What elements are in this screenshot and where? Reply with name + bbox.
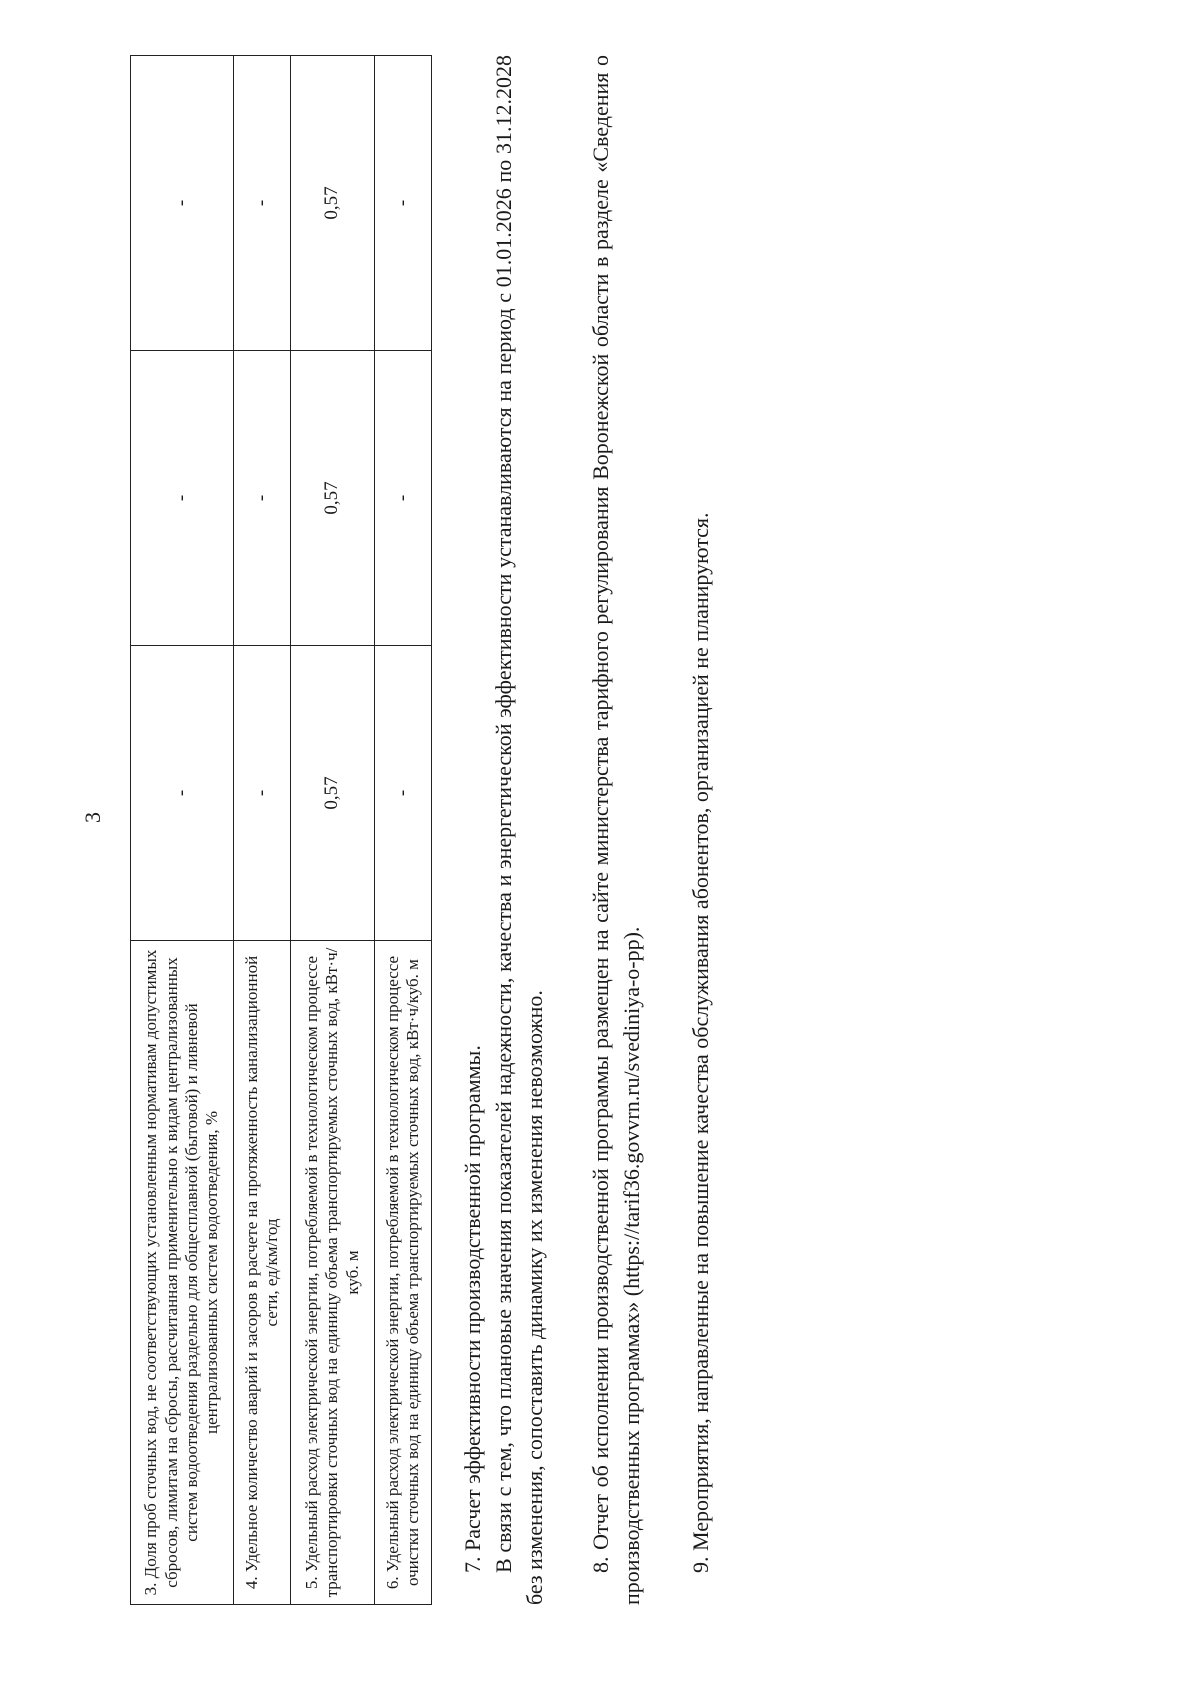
section-9-body: 9. Мероприятия, направленные на повышение качества обслуживания абонентов, организацией не планируются. [688,512,713,1573]
page-number: 3 [80,812,105,823]
indicator-value: - [375,646,432,941]
table-row [234,56,291,1605]
indicator-value: - [234,351,291,646]
indicator-value: - [234,56,291,351]
section-7-title: 7. Расчет эффективности производственной программы. [460,1045,485,1573]
rotated-page [80,45,890,1605]
indicator-value: - [234,646,291,941]
indicator-value: - [131,56,234,351]
indicator-value: 0,57 [291,351,375,646]
indicator-value: 0,57 [291,646,375,941]
indicator-description: 6. Удельный расход электрической энергии, потребляемой в технологическом процессе очистки сточных вод на единицу объема транспортируемых сточных вод, кВт·ч/куб. м [375,941,432,1605]
indicator-value: - [375,351,432,646]
table-row [291,56,375,1605]
indicators-table [130,55,432,1605]
table-row [131,56,234,1605]
indicator-value: 0,57 [291,56,375,351]
indicator-description: 3. Доля проб сточных вод, не соответствующих установленным нормативам допустимых сбросов, лимитам на сбросы, рассчитанная применительно к видам централизованных систем водоотведения раздельно для общесплавной (бытовой) и ливневой централизованных систем водоотведения, % [131,941,234,1605]
indicator-value: - [131,646,234,941]
table-row [375,56,432,1605]
indicator-description: 4. Удельное количество аварий и засоров в расчете на протяженность канализационной сети, ед/км/год [234,941,291,1605]
indicator-value: - [375,56,432,351]
indicator-description: 5. Удельный расход электрической энергии, потребляемой в технологическом процессе транспортировки сточных вод на единицу объема транспортируемых сточных вод, кВт·ч/куб. м [291,941,375,1605]
indicator-value: - [131,351,234,646]
section-7-body: В связи с тем, что плановые значения показателей надежности, качества и энергетической эффективности устанавливаются на период с 01.01.2026 по 31.12.2028 без изменения, сопоставить динамику их изменения невозможно. [491,55,547,1605]
section-8-body: 8. Отчет об исполнении производственной программы размещен на сайте министерства тарифного регулирования Воронежской области в разделе «Сведения о производственных программах» (https://tarif36.govvrn.ru/svediniya-o-pp). [588,55,644,1605]
